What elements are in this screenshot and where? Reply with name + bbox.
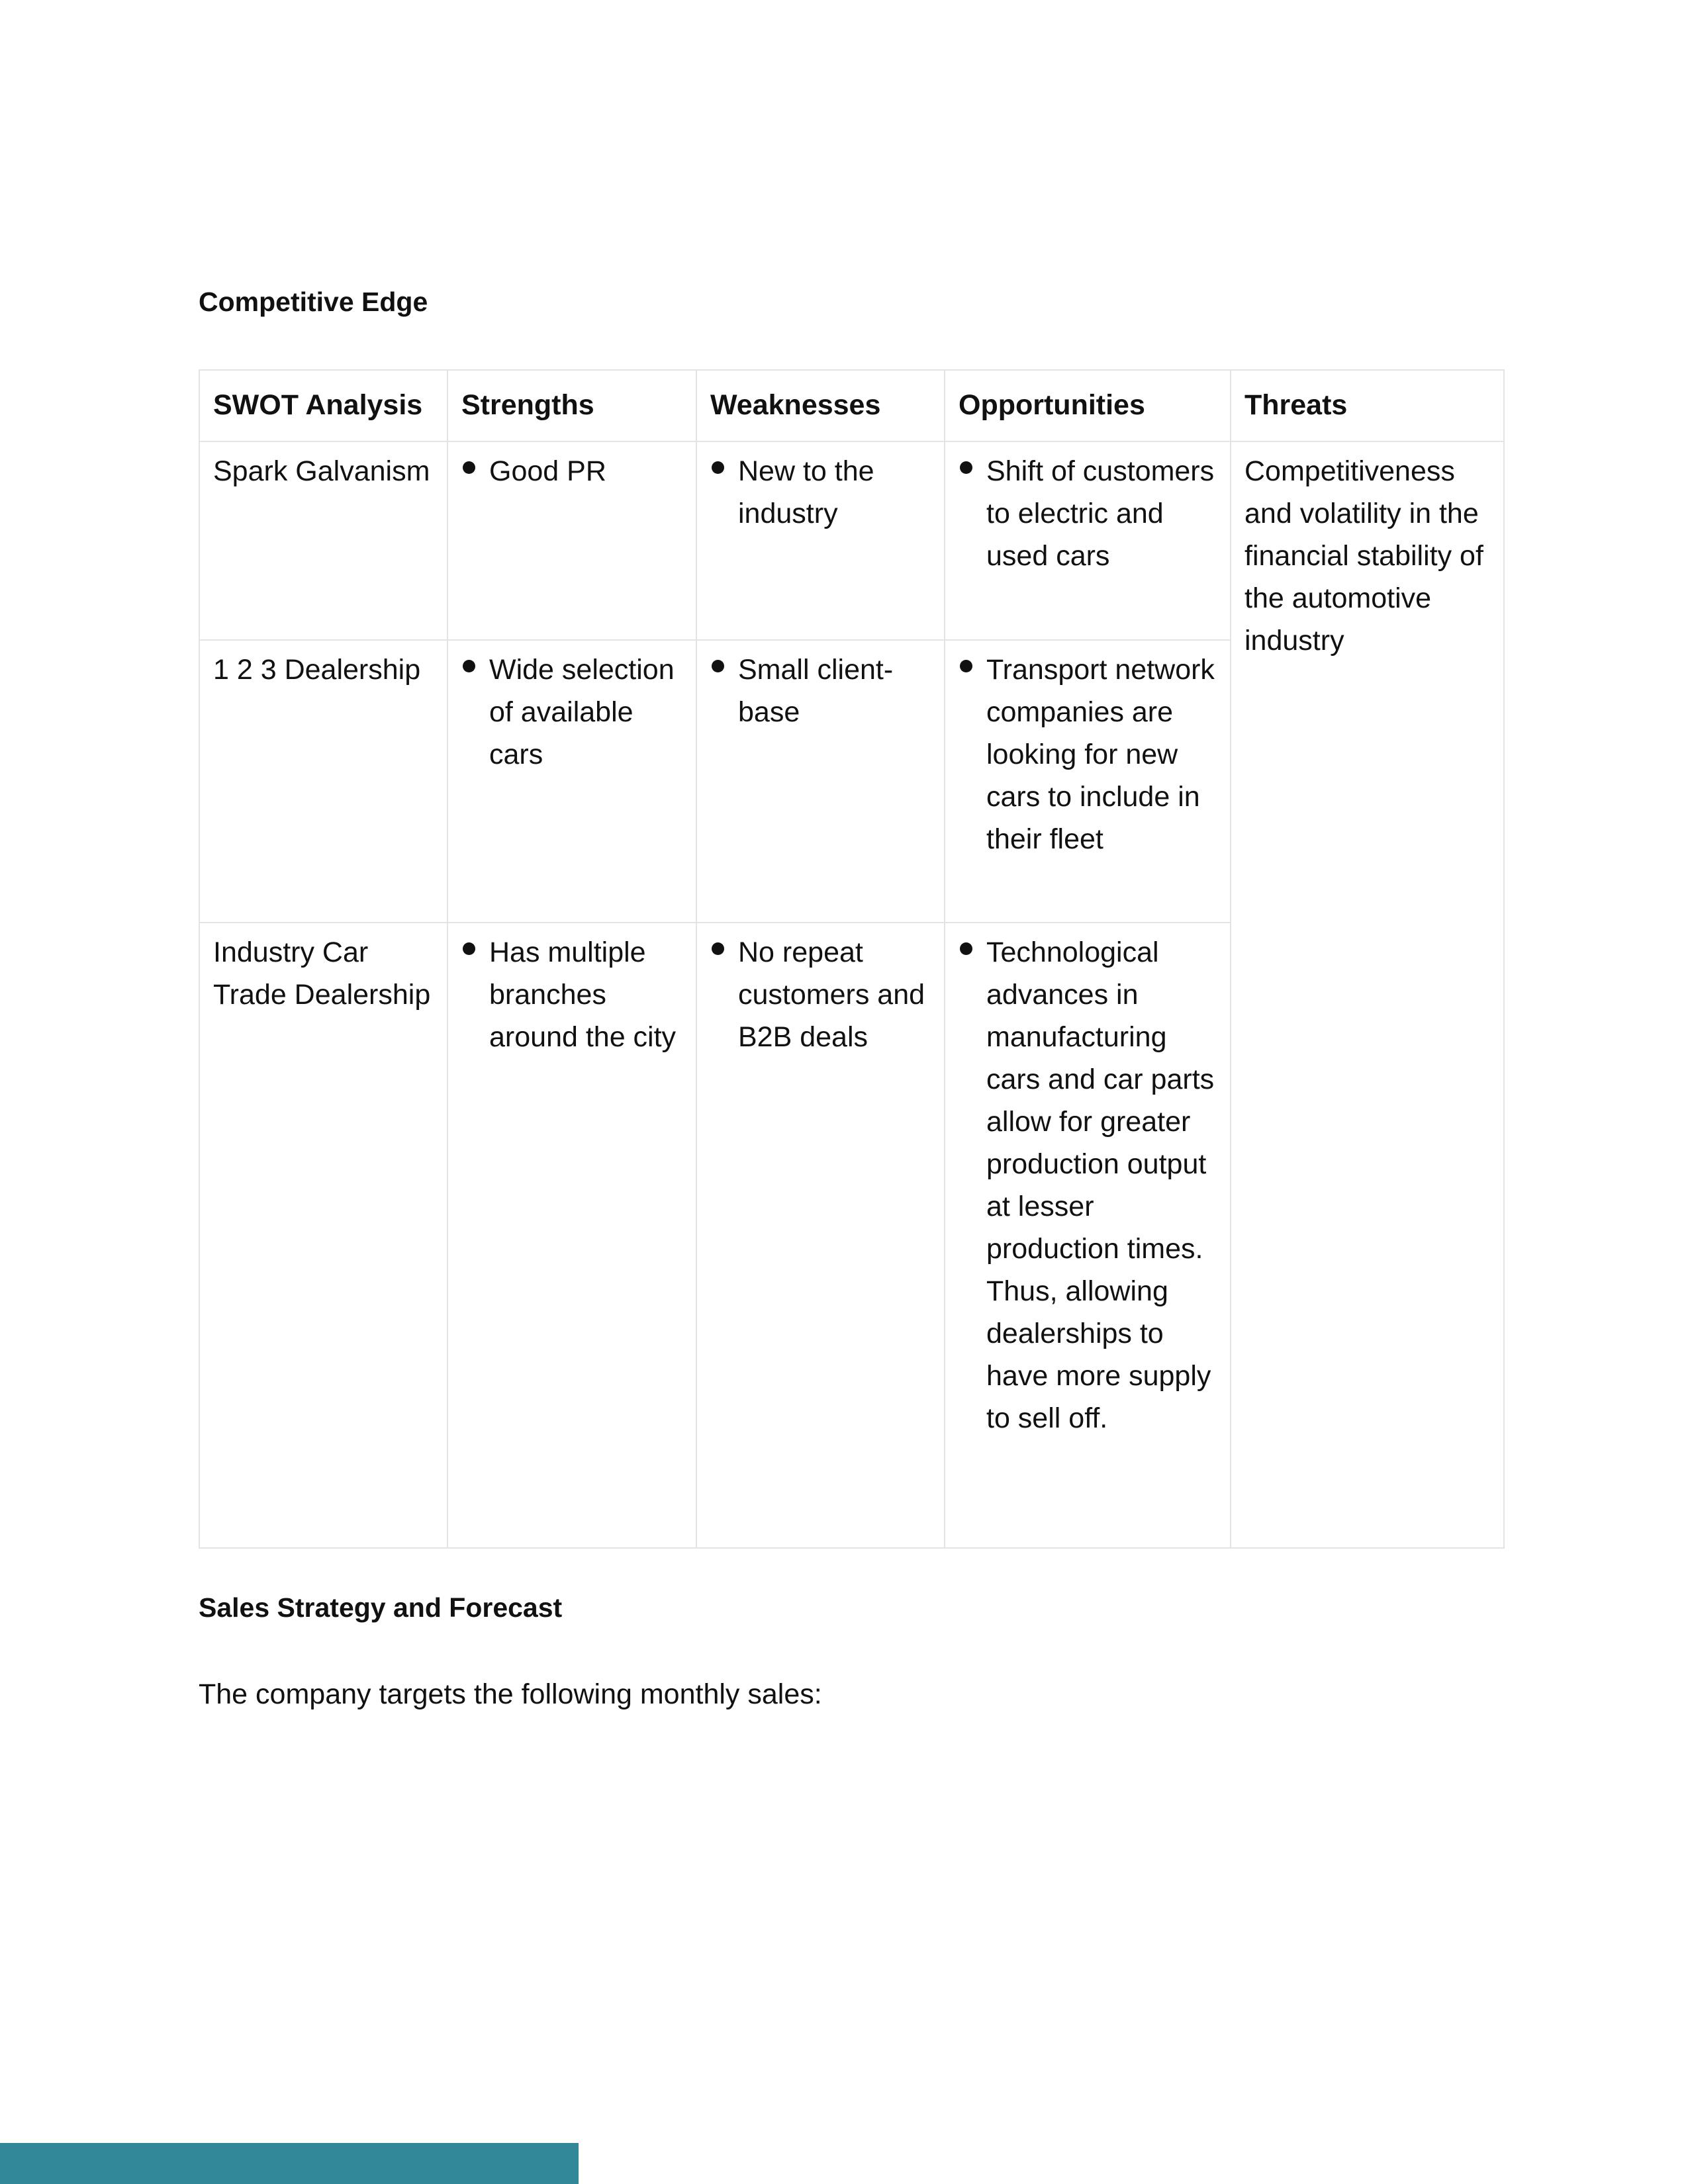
strength-cell (447, 441, 696, 640)
opportunity-text: Shift of customers to electric and used cars (986, 455, 1215, 572)
strength-cell (447, 923, 696, 1548)
header-swot-analysis: SWOT Analysis (199, 370, 447, 441)
weakness-cell (696, 923, 945, 1548)
header-weaknesses: Weaknesses (696, 370, 945, 441)
table-row (199, 441, 1504, 640)
weakness-text: New to the industry (738, 455, 874, 529)
opportunity-text: Technological advances in manufacturing cars and car parts allow for greater production output at lesser production times. Thus, allowing dealerships to have more supply to sell off. (986, 936, 1215, 1434)
opportunity-text: Transport network companies are looking for new cars to include in their fleet (986, 654, 1215, 855)
bullet-icon (712, 461, 724, 474)
opportunity-cell (945, 923, 1231, 1548)
bullet-icon (463, 942, 475, 955)
footer-accent-bar (0, 2143, 579, 2184)
strength-text: Wide selection of available cars (489, 654, 675, 770)
competitor-name: 1 2 3 Dealership (199, 640, 447, 923)
competitor-name: Spark Galvanism (199, 441, 447, 640)
opportunity-cell (945, 640, 1231, 923)
strength-cell (447, 640, 696, 923)
opportunity-cell (945, 441, 1231, 640)
threat-cell: Competitiveness and volatility in the financial stability of the automotive industry (1231, 441, 1504, 1548)
header-strengths: Strengths (447, 370, 696, 441)
swot-table (199, 369, 1505, 1549)
bullet-icon (463, 461, 475, 474)
weakness-text: Small client-base (738, 654, 894, 728)
bullet-icon (960, 660, 972, 672)
weakness-cell (696, 640, 945, 923)
bullet-icon (712, 660, 724, 672)
sales-intro-paragraph: The company targets the following monthly sales: (199, 1678, 822, 1710)
competitive-edge-heading: Competitive Edge (199, 287, 428, 317)
weakness-cell (696, 441, 945, 640)
sales-strategy-heading: Sales Strategy and Forecast (199, 1592, 563, 1623)
header-opportunities: Opportunities (945, 370, 1231, 441)
strength-text: Has multiple branches around the city (489, 936, 677, 1053)
swot-header-row (199, 370, 1504, 441)
weakness-text: No repeat customers and B2B deals (738, 936, 925, 1053)
bullet-icon (960, 942, 972, 955)
bullet-icon (960, 461, 972, 474)
competitor-name: Industry Car Trade Dealership (199, 923, 447, 1548)
bullet-icon (463, 660, 475, 672)
header-threats: Threats (1231, 370, 1504, 441)
bullet-icon (712, 942, 724, 955)
strength-text: Good PR (489, 455, 606, 487)
